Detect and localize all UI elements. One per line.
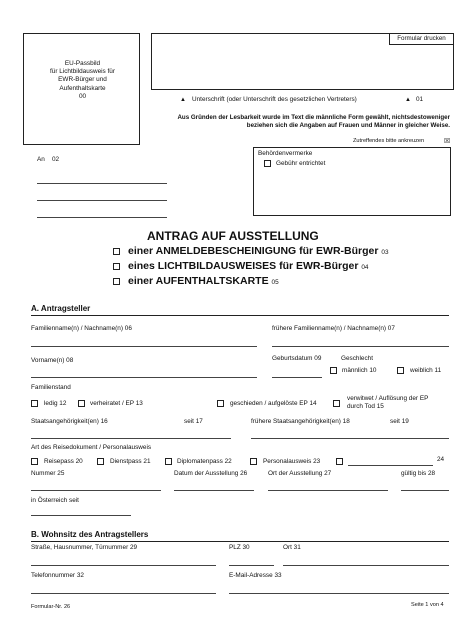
ledig-label: ledig 12 xyxy=(44,400,67,407)
staatsangehoerigkeit-label: Staatsangehörigkeit(en) 16 xyxy=(31,418,108,425)
print-button[interactable]: Formular drucken xyxy=(389,33,454,45)
strasse-field[interactable] xyxy=(31,565,216,566)
option-label-aufenthaltskarte: einer AUFENTHALTSKARTE 05 xyxy=(128,275,279,287)
fee-paid-checkbox[interactable] xyxy=(264,160,271,167)
geschlecht-label: Geschlecht xyxy=(341,355,373,362)
ort-label: Ort 31 xyxy=(283,544,301,551)
verwitwet-label-2: durch Tod 15 xyxy=(347,403,384,410)
triangle-up-icon: ▲ xyxy=(180,97,186,103)
reisepass-label: Reisepass 20 xyxy=(44,458,83,465)
signature-num: 01 xyxy=(416,96,424,103)
photo-box xyxy=(23,33,140,145)
option-checkbox-lichtbildausweis[interactable] xyxy=(113,263,120,270)
fruehere-staatsangehoerigkeit-label: frühere Staatsangehörigkeit(en) 18 xyxy=(251,418,350,425)
signature-caption: Unterschrift (oder Unterschrift des gesetzlichen Vertreters) xyxy=(192,96,357,103)
option-checkbox-anmeldebescheinigung[interactable] xyxy=(113,248,120,255)
verheiratet-label: verheiratet / EP 13 xyxy=(90,400,143,407)
ort-ausstellung-field[interactable] xyxy=(268,490,388,491)
address-line[interactable] xyxy=(37,217,167,218)
maennlich-checkbox[interactable] xyxy=(330,367,337,374)
checked-box-icon: ☒ xyxy=(444,138,451,145)
ledig-checkbox[interactable] xyxy=(31,400,38,407)
geschieden-checkbox[interactable] xyxy=(217,400,224,407)
personalausweis-checkbox[interactable] xyxy=(250,458,257,465)
in-oesterreich-field[interactable] xyxy=(31,515,131,516)
datum-ausstellung-label: Datum der Ausstellung 26 xyxy=(174,470,248,477)
ort-field[interactable] xyxy=(283,565,449,566)
seit-19-label: seit 19 xyxy=(390,418,409,425)
email-field[interactable] xyxy=(229,593,449,594)
familienstand-label: Familienstand xyxy=(31,384,71,391)
authority-box xyxy=(253,147,451,216)
telefon-label: Telefonnummer 32 xyxy=(31,572,84,579)
familienname-field[interactable] xyxy=(31,346,257,347)
gueltig-bis-label: gültig bis 28 xyxy=(401,470,436,477)
reisepass-checkbox[interactable] xyxy=(31,458,38,465)
familienname-label: Familienname(n) / Nachname(n) 06 xyxy=(31,325,132,332)
verwitwet-label-1: verwitwet / Auflösung der EP xyxy=(347,395,429,402)
verheiratet-checkbox[interactable] xyxy=(78,400,85,407)
datum-ausstellung-field[interactable] xyxy=(174,490,254,491)
page-number: Seite 1 von 4 xyxy=(411,602,444,608)
strasse-label: Straße, Hausnummer, Türnummer 29 xyxy=(31,544,138,551)
maennlich-label: männlich 10 xyxy=(342,367,377,374)
address-line[interactable] xyxy=(37,183,167,184)
an-label: An xyxy=(37,156,45,163)
reisedokument-label: Art des Reisedokument / Personalausweis xyxy=(31,444,152,451)
plz-label: PLZ 30 xyxy=(229,544,250,551)
telefon-field[interactable] xyxy=(31,593,216,594)
geschieden-label: geschieden / aufgelöste EP 14 xyxy=(230,400,317,407)
form-number: Formular-Nr. 26 xyxy=(31,604,71,610)
section-a-title: A. Antragsteller xyxy=(31,304,91,313)
geburtsdatum-label: Geburtsdatum 09 xyxy=(272,355,322,362)
personalausweis-label: Personalausweis 23 xyxy=(263,458,321,465)
option-label-anmeldebescheinigung: einer ANMELDEBESCHEINIGUNG für EWR-Bürger 03 xyxy=(128,245,389,257)
divider xyxy=(31,541,449,542)
plz-field[interactable] xyxy=(229,565,274,566)
authority-title: Behördenvermerke xyxy=(258,150,313,157)
address-line[interactable] xyxy=(37,200,167,201)
weiblich-checkbox[interactable] xyxy=(397,367,404,374)
dienstpass-checkbox[interactable] xyxy=(97,458,104,465)
diplomatenpass-checkbox[interactable] xyxy=(165,458,172,465)
nummer-field[interactable] xyxy=(31,490,161,491)
fruehere-staatsangehoerigkeit-field[interactable] xyxy=(251,438,449,439)
signature-box[interactable] xyxy=(151,33,454,90)
fee-paid-label: Gebühr entrichtet xyxy=(276,160,326,167)
triangle-up-icon: ▲ xyxy=(405,97,411,103)
in-oesterreich-label: in Österreich seit xyxy=(31,497,79,504)
ort-ausstellung-label: Ort der Ausstellung 27 xyxy=(268,470,332,477)
vorname-field[interactable] xyxy=(31,377,257,378)
num-24-label: 24 xyxy=(437,456,445,463)
sonstiges-field[interactable] xyxy=(348,465,433,466)
staatsangehoerigkeit-field[interactable] xyxy=(31,438,231,439)
seit-17-label: seit 17 xyxy=(184,418,203,425)
geburtsdatum-field[interactable] xyxy=(272,377,322,378)
photo-box-text: EU-Passbild für Lichtbildausweis für EWR-Bürger und Aufenthaltskarte 00 xyxy=(49,60,115,100)
divider xyxy=(31,315,449,316)
gueltig-bis-field[interactable] xyxy=(401,490,449,491)
vorname-label: Vorname(n) 08 xyxy=(31,357,74,364)
option-label-lichtbildausweis: eines LICHTBILDAUSWEISES für EWR-Bürger 04 xyxy=(128,260,369,272)
verwitwet-checkbox[interactable] xyxy=(333,400,340,407)
option-checkbox-aufenthaltskarte[interactable] xyxy=(113,278,120,285)
dienstpass-label: Dienstpass 21 xyxy=(110,458,151,465)
nummer-label: Nummer 25 xyxy=(31,470,65,477)
zutreffendes-hint: Zutreffendes bitte ankreuzen xyxy=(353,138,425,144)
diplomatenpass-label: Diplomatenpass 22 xyxy=(177,458,232,465)
sonstiges-checkbox[interactable] xyxy=(336,458,343,465)
an-num: 02 xyxy=(52,156,60,163)
fruehere-familienname-label: frühere Familienname(n) / Nachname(n) 07 xyxy=(272,325,395,332)
fruehere-familienname-field[interactable] xyxy=(272,346,449,347)
section-b-title: B. Wohnsitz des Antragstellers xyxy=(31,530,149,539)
email-label: E-Mail-Adresse 33 xyxy=(229,572,282,579)
readability-note: Aus Gründen der Lesbarkeit wurde im Text die männliche Form gewählt, nichtsdestoweniger beziehen sich die Angaben auf Frauen und Männer in gleicher Weise. xyxy=(177,114,450,129)
weiblich-label: weiblich 11 xyxy=(410,367,442,374)
form-title: ANTRAG AUF AUSSTELLUNG xyxy=(147,229,319,243)
